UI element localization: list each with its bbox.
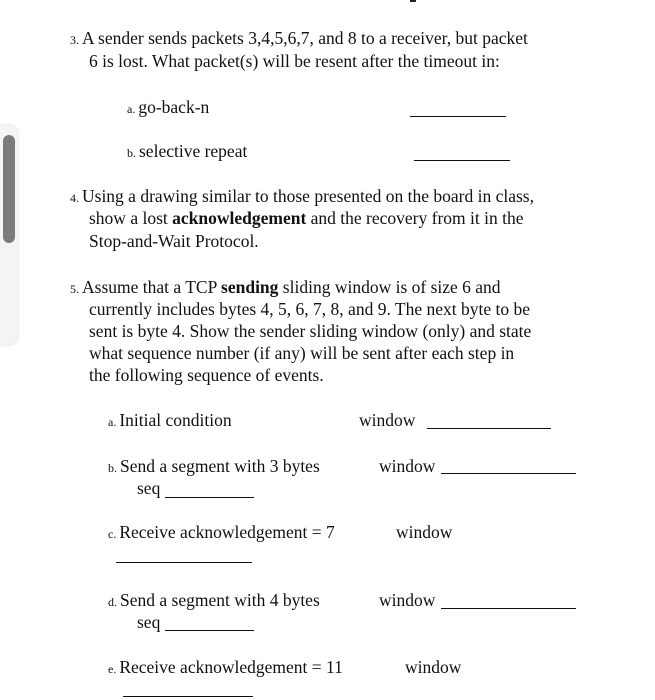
- q3-answer-line-b: [414, 160, 510, 161]
- q5-item-e: e. Receive acknowledgement = 11: [108, 657, 343, 677]
- q5-line2: currently includes bytes 4, 5, 6, 7, 8, and 9. The next byte to be: [89, 299, 530, 319]
- scrollbar-thumb[interactable]: [3, 135, 15, 243]
- q3-line2: 6 is lost. What packet(s) will be resent after the timeout in:: [89, 51, 500, 71]
- q5-item-e-window-label: window: [405, 657, 462, 677]
- q3-option-b: b. selective repeat: [127, 141, 248, 161]
- q5-item-b-window-label: window: [379, 456, 436, 476]
- q4-line1: 4. Using a drawing similar to those presented on the board in class,: [70, 186, 534, 206]
- q5-item-b-seq-line: [165, 497, 254, 498]
- q3-answer-line-a: [410, 116, 506, 117]
- q5-item-c: c. Receive acknowledgement = 7: [108, 522, 335, 542]
- q5-line3: sent is byte 4. Show the sender sliding window (only) and state: [89, 321, 532, 341]
- q5-number: 5.: [70, 282, 79, 296]
- q5-item-d-seq-label: seq: [137, 612, 161, 632]
- q5-item-a: a. Initial condition: [108, 410, 232, 430]
- q3-option-a: a. go-back-n: [127, 97, 210, 117]
- q5-item-c-window-label: window: [396, 522, 453, 542]
- q5-item-c-window-line: [116, 562, 252, 563]
- q3-number: 3.: [70, 33, 79, 47]
- q5-item-e-window-line: [123, 696, 253, 697]
- cut-off-text-top: [80, 0, 600, 2]
- scrollbar[interactable]: [0, 125, 18, 345]
- q5-item-d-window-label: window: [379, 590, 436, 610]
- q5-item-b: b. Send a segment with 3 bytes: [108, 456, 320, 476]
- q4-line3: Stop-and-Wait Protocol.: [89, 231, 259, 251]
- q5-line1: 5. Assume that a TCP sending sliding window is of size 6 and: [70, 277, 501, 297]
- q4-number: 4.: [70, 191, 79, 205]
- q5-line4: what sequence number (if any) will be sent after each step in: [89, 343, 515, 363]
- q5-item-d-window-line: [441, 608, 576, 609]
- q5-item-d: d. Send a segment with 4 bytes: [108, 590, 320, 610]
- q5-item-d-seq-line: [165, 630, 254, 631]
- q5-item-b-seq-label: seq: [137, 478, 161, 498]
- q3-line1: 3. A sender sends packets 3,4,5,6,7, and 8 to a receiver, but packet: [70, 28, 528, 48]
- q5-item-b-window-line: [441, 473, 576, 474]
- q4-line2: show a lost acknowledgement and the recovery from it in the: [89, 208, 524, 228]
- q5-item-a-window-line: [427, 428, 551, 429]
- q5-line5: the following sequence of events.: [89, 365, 324, 385]
- q5-item-a-window-label: window: [359, 410, 416, 430]
